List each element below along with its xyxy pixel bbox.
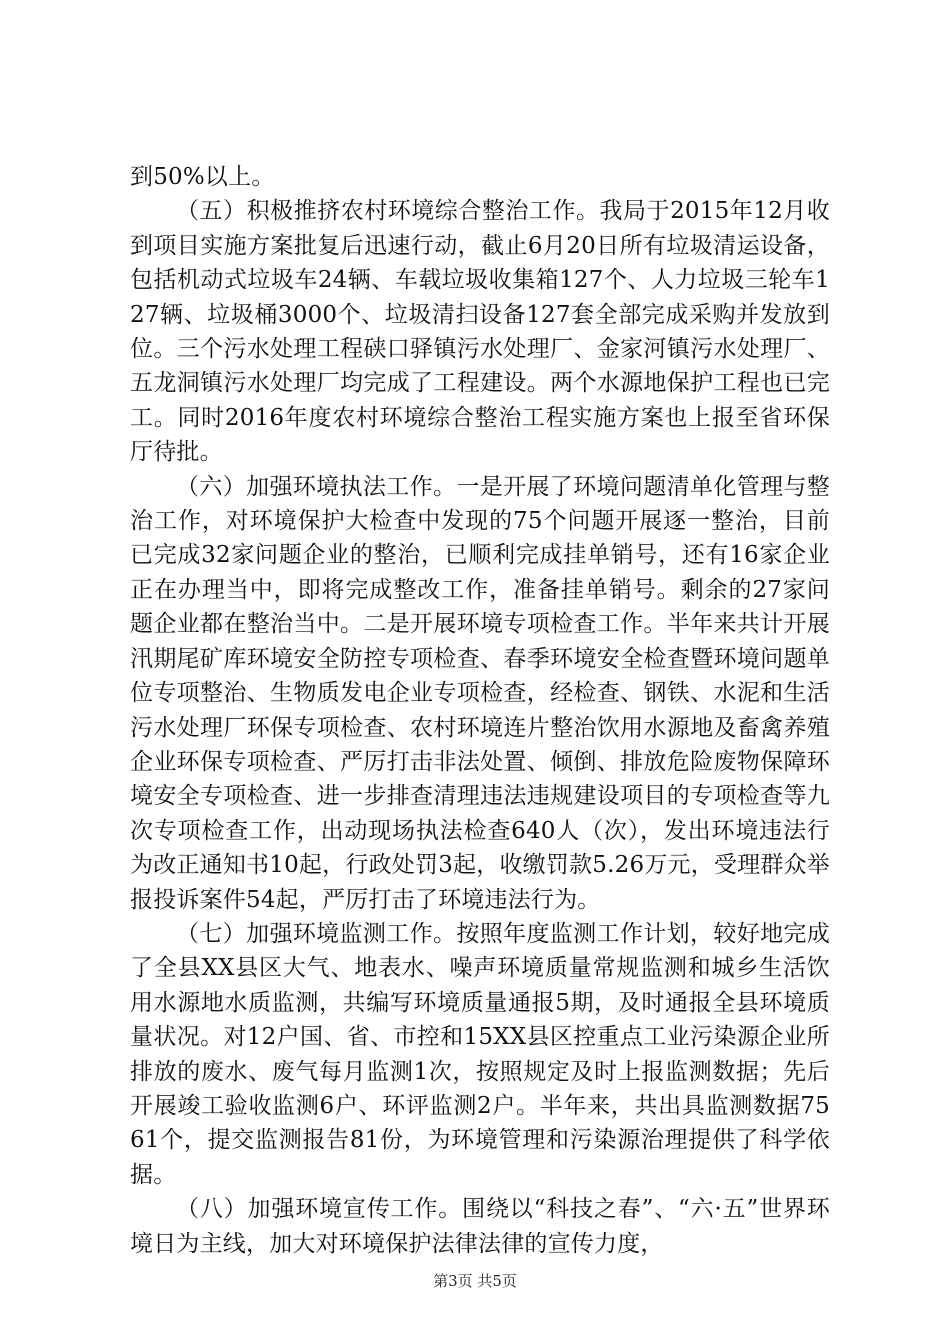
paragraph-rural-environment: （五）积极推挤农村环境综合整治工作。我局于2015年12月收到项目实施方案批复后迅速行动，截止6月20日所有垃圾清运设备，包括机动式垃圾车24辆、车载垃圾收集箱127个、人力垃圾三轮车127辆、垃圾桶3000个、垃圾清扫设备127套全部完成采购并发放到位。三个污水处理工程硖口驿镇污水处理厂、金家河镇污水处理厂、五龙洞镇污水处理厂均完成了工程建设。两个水源地保护工程也已完工。同时2016年度农村环境综合整治工程实施方案也上报至省环保厅待批。 — [130, 198, 830, 466]
paragraph-monitoring: （七）加强环境监测工作。按照年度监测工作计划，较好地完成了全县XX县区大气、地表水、噪声环境质量常规监测和城乡生活饮用水源地水质监测，共编写环境质量通报5期，及时通报全县环境质量状况。对12户国、省、市控和15XX县区控重点工业污染源企业所排放的废水、废气每月监测1次，按照规定及时上报监测数据；先后开展竣工验收监测6户、环评监测2户。半年来，共出具监测数据7561个，提交监测报告81份，为环境管理和污染源治理提供了科学依据。 — [130, 920, 830, 1188]
paragraph-continuation: 到50%以上。 — [130, 164, 275, 190]
document-body — [130, 160, 830, 1261]
paragraph-law-enforcement: （六）加强环境执法工作。一是开展了环境问题清单化管理与整治工作，对环境保护大检查中发现的75个问题开展逐一整治，目前已完成32家问题企业的整治，已顺利完成挂单销号，还有16家企业正在办理当中，即将完成整改工作，准备挂单销号。剩余的27家问题企业都在整治当中。二是开展环境专项检查工作。半年来共计开展汛期尾矿库环境安全防控专项检查、春季环境安全检查暨环境问题单位专项整治、生物质发电企业专项检查，经检查、钢铁、水泥和生活污水处理厂环保专项检查、农村环境连片整治饮用水源地及畜禽养殖企业环保专项检查、严厉打击非法处置、倾倒、排放危险废物保障环境安全专项检查、进一步排查清理违法违规建设项目的专项检查等九次专项检查工作，出动现场执法检查640人（次），发出环境违法行为改正通知书10起，行政处罚3起，收缴罚款5.26万元，受理群众举报投诉案件54起，严厉打击了环境违法行为。 — [130, 473, 830, 913]
paragraph-publicity: （八）加强环境宣传工作。围绕以“科技之春”、“六·五”世界环境日为主线，加大对环境保护法律法律的宣传力度， — [130, 1196, 830, 1257]
page-number-footer: 第3页 共5页 — [433, 1272, 517, 1290]
